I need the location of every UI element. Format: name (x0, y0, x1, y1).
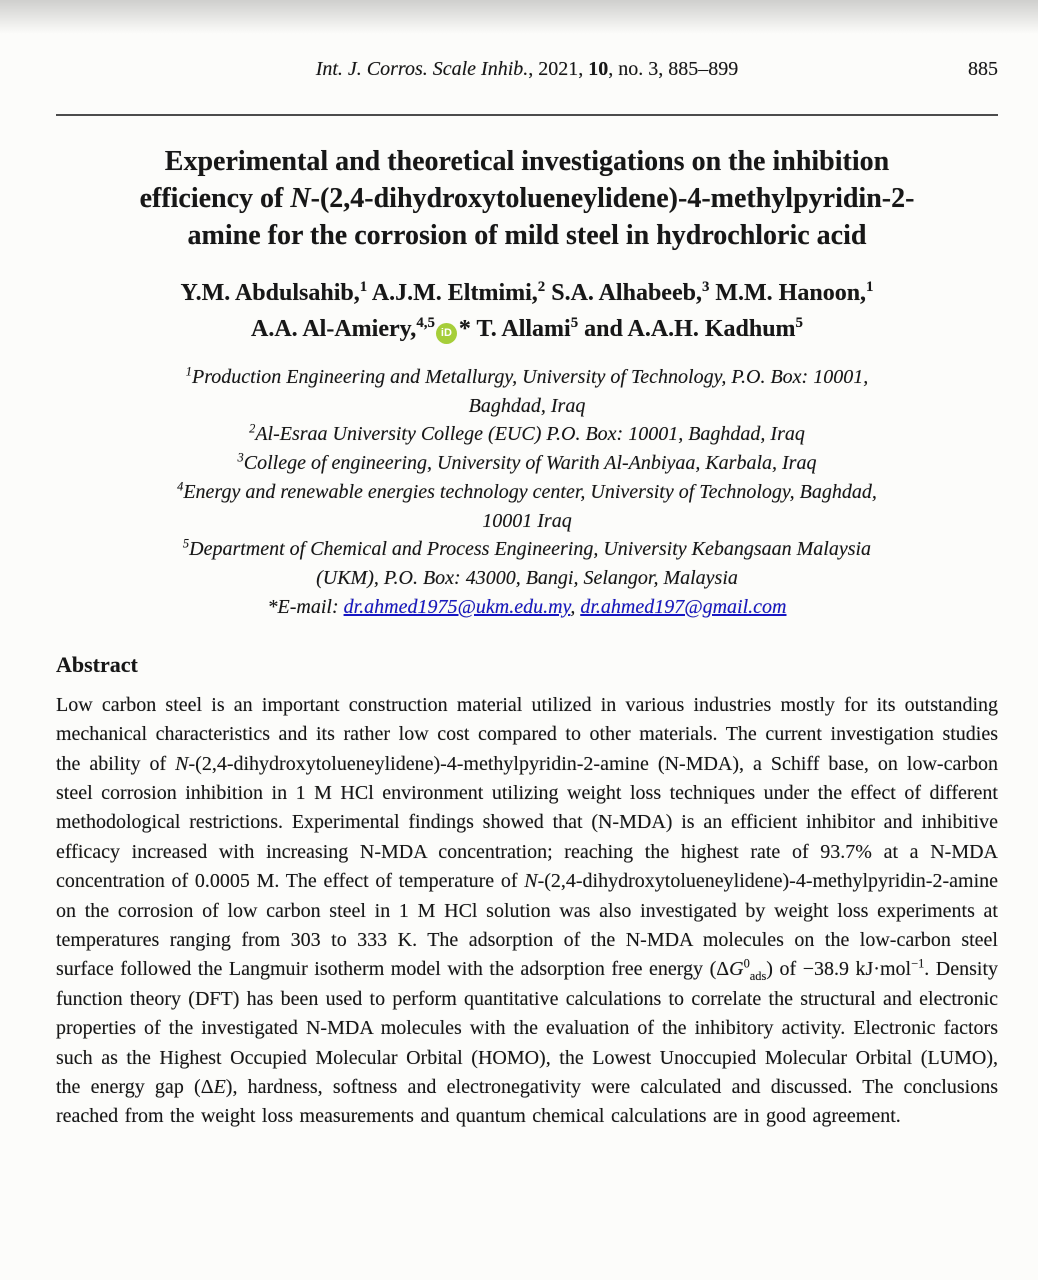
text-segment: , 2021, (528, 58, 589, 80)
author-line-1 (56, 275, 998, 311)
text-segment: N (290, 183, 311, 215)
text-segment: M.M. Hanoon, (709, 279, 867, 306)
text-segment: 10001 Iraq (482, 509, 572, 532)
text-segment: -(2,4-dihydroxytolueneylidene)-4-methylpyridin-2- (310, 183, 915, 215)
email-link[interactable]: dr.ahmed197@gmail.com (580, 596, 787, 619)
text-segment: 5 (570, 314, 579, 331)
page-number: 885 (968, 58, 998, 80)
text-segment: -(2,4-dihydroxytolueneylidene)-4-methylpyridin-2-amine on the corrosion of low carbon steel in 1 M HCl solution was also investigated by weight loss experiments at temperatures ranging from 303 to 333 K. The adsorption of the N-MDA molecules on the low-carbon steel surface followed the Langmuir isotherm model with the adsorption free energy (Δ (56, 870, 998, 981)
text-segment: Low carbon steel is an important construction material utilized in various industries mostly for its outstanding mechanical characteristics and its rather low cost compared to other materials. The current investigation studies the ability of (56, 693, 998, 775)
text-segment: Int. J. Corros. Scale Inhib. (315, 58, 529, 80)
text-segment: E (213, 1075, 226, 1098)
text-segment: *E-mail: (267, 596, 344, 619)
text-segment: 3 (237, 450, 244, 465)
affiliation-3 (56, 449, 998, 478)
text-segment: , (570, 596, 581, 619)
paper-title (56, 143, 998, 255)
journal-reference (316, 58, 739, 80)
text-segment: Department of Chemical and Process Engineering, University Kebangsaan Malaysia (189, 538, 872, 561)
orcid-icon[interactable]: iD (436, 323, 457, 344)
text-segment: 5 (795, 314, 803, 331)
header-divider (56, 114, 998, 116)
text-segment: Al-Esraa University College (EUC) P.O. Box: 10001, Baghdad, Iraq (255, 423, 805, 446)
abstract-paragraph (56, 691, 998, 1132)
text-segment: 0 (743, 956, 750, 971)
text-segment: efficiency of (139, 183, 291, 215)
text-segment: 1 (866, 278, 874, 295)
affiliation-4 (56, 478, 998, 536)
text-segment: 1 (185, 364, 192, 379)
text-segment: amine for the corrosion of mild steel in hydrochloric acid (187, 220, 867, 252)
text-segment: S.A. Alhabeeb, (545, 279, 702, 306)
affiliation-5 (56, 535, 998, 593)
text-segment: Energy and renewable energies technology center, University of Technology, Baghdad, (183, 480, 877, 503)
text-segment: A.A. Al-Amiery, (251, 315, 417, 342)
text-segment: ads (749, 969, 767, 984)
text-segment: A.J.M. Eltmimi, (367, 279, 538, 306)
text-segment: 1 (359, 278, 368, 295)
running-head (56, 56, 998, 82)
text-segment: Y.M. Abdulsahib, (180, 279, 360, 306)
text-segment: 3 (701, 278, 710, 295)
text-segment: -(2,4-dihydroxytolueneylidene)-4-methylpyridin-2-amine (N-MDA), a Schiff base, on low-carbon steel corrosion inhibition in 1 M HCl environment utilizing weight loss techniques under the effect of different methodological restrictions. Experimental findings showed that (N-MDA) is an efficient inhibitor and inhibitive efficacy increased with increasing N-MDA concentration; reaching the highest rate of 93.7% at a N-MDA concentration of 0.0005 M. The effect of temperature of (56, 752, 998, 893)
text-segment: Experimental and theoretical investigations on the inhibition (164, 146, 890, 177)
text-segment: N (524, 870, 538, 893)
abstract-heading: Abstract (56, 651, 138, 677)
text-segment: and A.A.H. Kadhum (578, 315, 796, 342)
email-line (56, 593, 998, 622)
author-line-2 (56, 311, 998, 347)
author-block (56, 275, 998, 347)
affiliation-block (56, 363, 998, 622)
text-segment: (UKM), P.O. Box: 43000, Bangi, Selangor, Malaysia (316, 567, 738, 590)
email-link[interactable]: dr.ahmed1975@ukm.edu.my (343, 596, 571, 619)
text-segment: 4 (177, 479, 184, 494)
text-segment: , no. 3, 885–899 (608, 58, 739, 80)
text-segment: 5 (182, 536, 190, 551)
text-segment: ) of −38.9 kJ·mol (766, 958, 912, 981)
text-segment: 2 (537, 278, 546, 295)
text-segment: 4,5 (416, 314, 435, 331)
affiliation-2 (56, 420, 998, 449)
text-segment: College of engineering, University of Warith Al-Anbiyaa, Karbala, Iraq (243, 452, 817, 475)
text-segment: . Density function theory (DFT) has been used to perform quantitative calculations to correlate the structural and electronic properties of the investigated N-MDA molecules with the evaluation of the inhibitory activity. Electronic factors such as the Highest Occupied Molecular Orbital (HOMO), the Lowest Unoccupied Molecular Orbital (LUMO), the energy gap (Δ (56, 958, 999, 1098)
text-segment: ), hardness, softness and electronegativity were calculated and discussed. The conclusions reached from the weight loss measurements and quantum chemical calculations are in good agreement. (56, 1075, 998, 1128)
text-segment: 2 (249, 421, 256, 436)
text-segment: * T. Allami (458, 315, 571, 342)
text-segment: −1 (911, 956, 925, 971)
text-segment: 10 (588, 58, 609, 80)
affiliation-1 (56, 363, 998, 421)
text-segment: Baghdad, Iraq (468, 394, 586, 417)
text-segment: Production Engineering and Metallurgy, University of Technology, P.O. Box: 10001, (191, 365, 869, 388)
text-segment: N (175, 752, 189, 775)
text-segment: G (729, 958, 744, 981)
